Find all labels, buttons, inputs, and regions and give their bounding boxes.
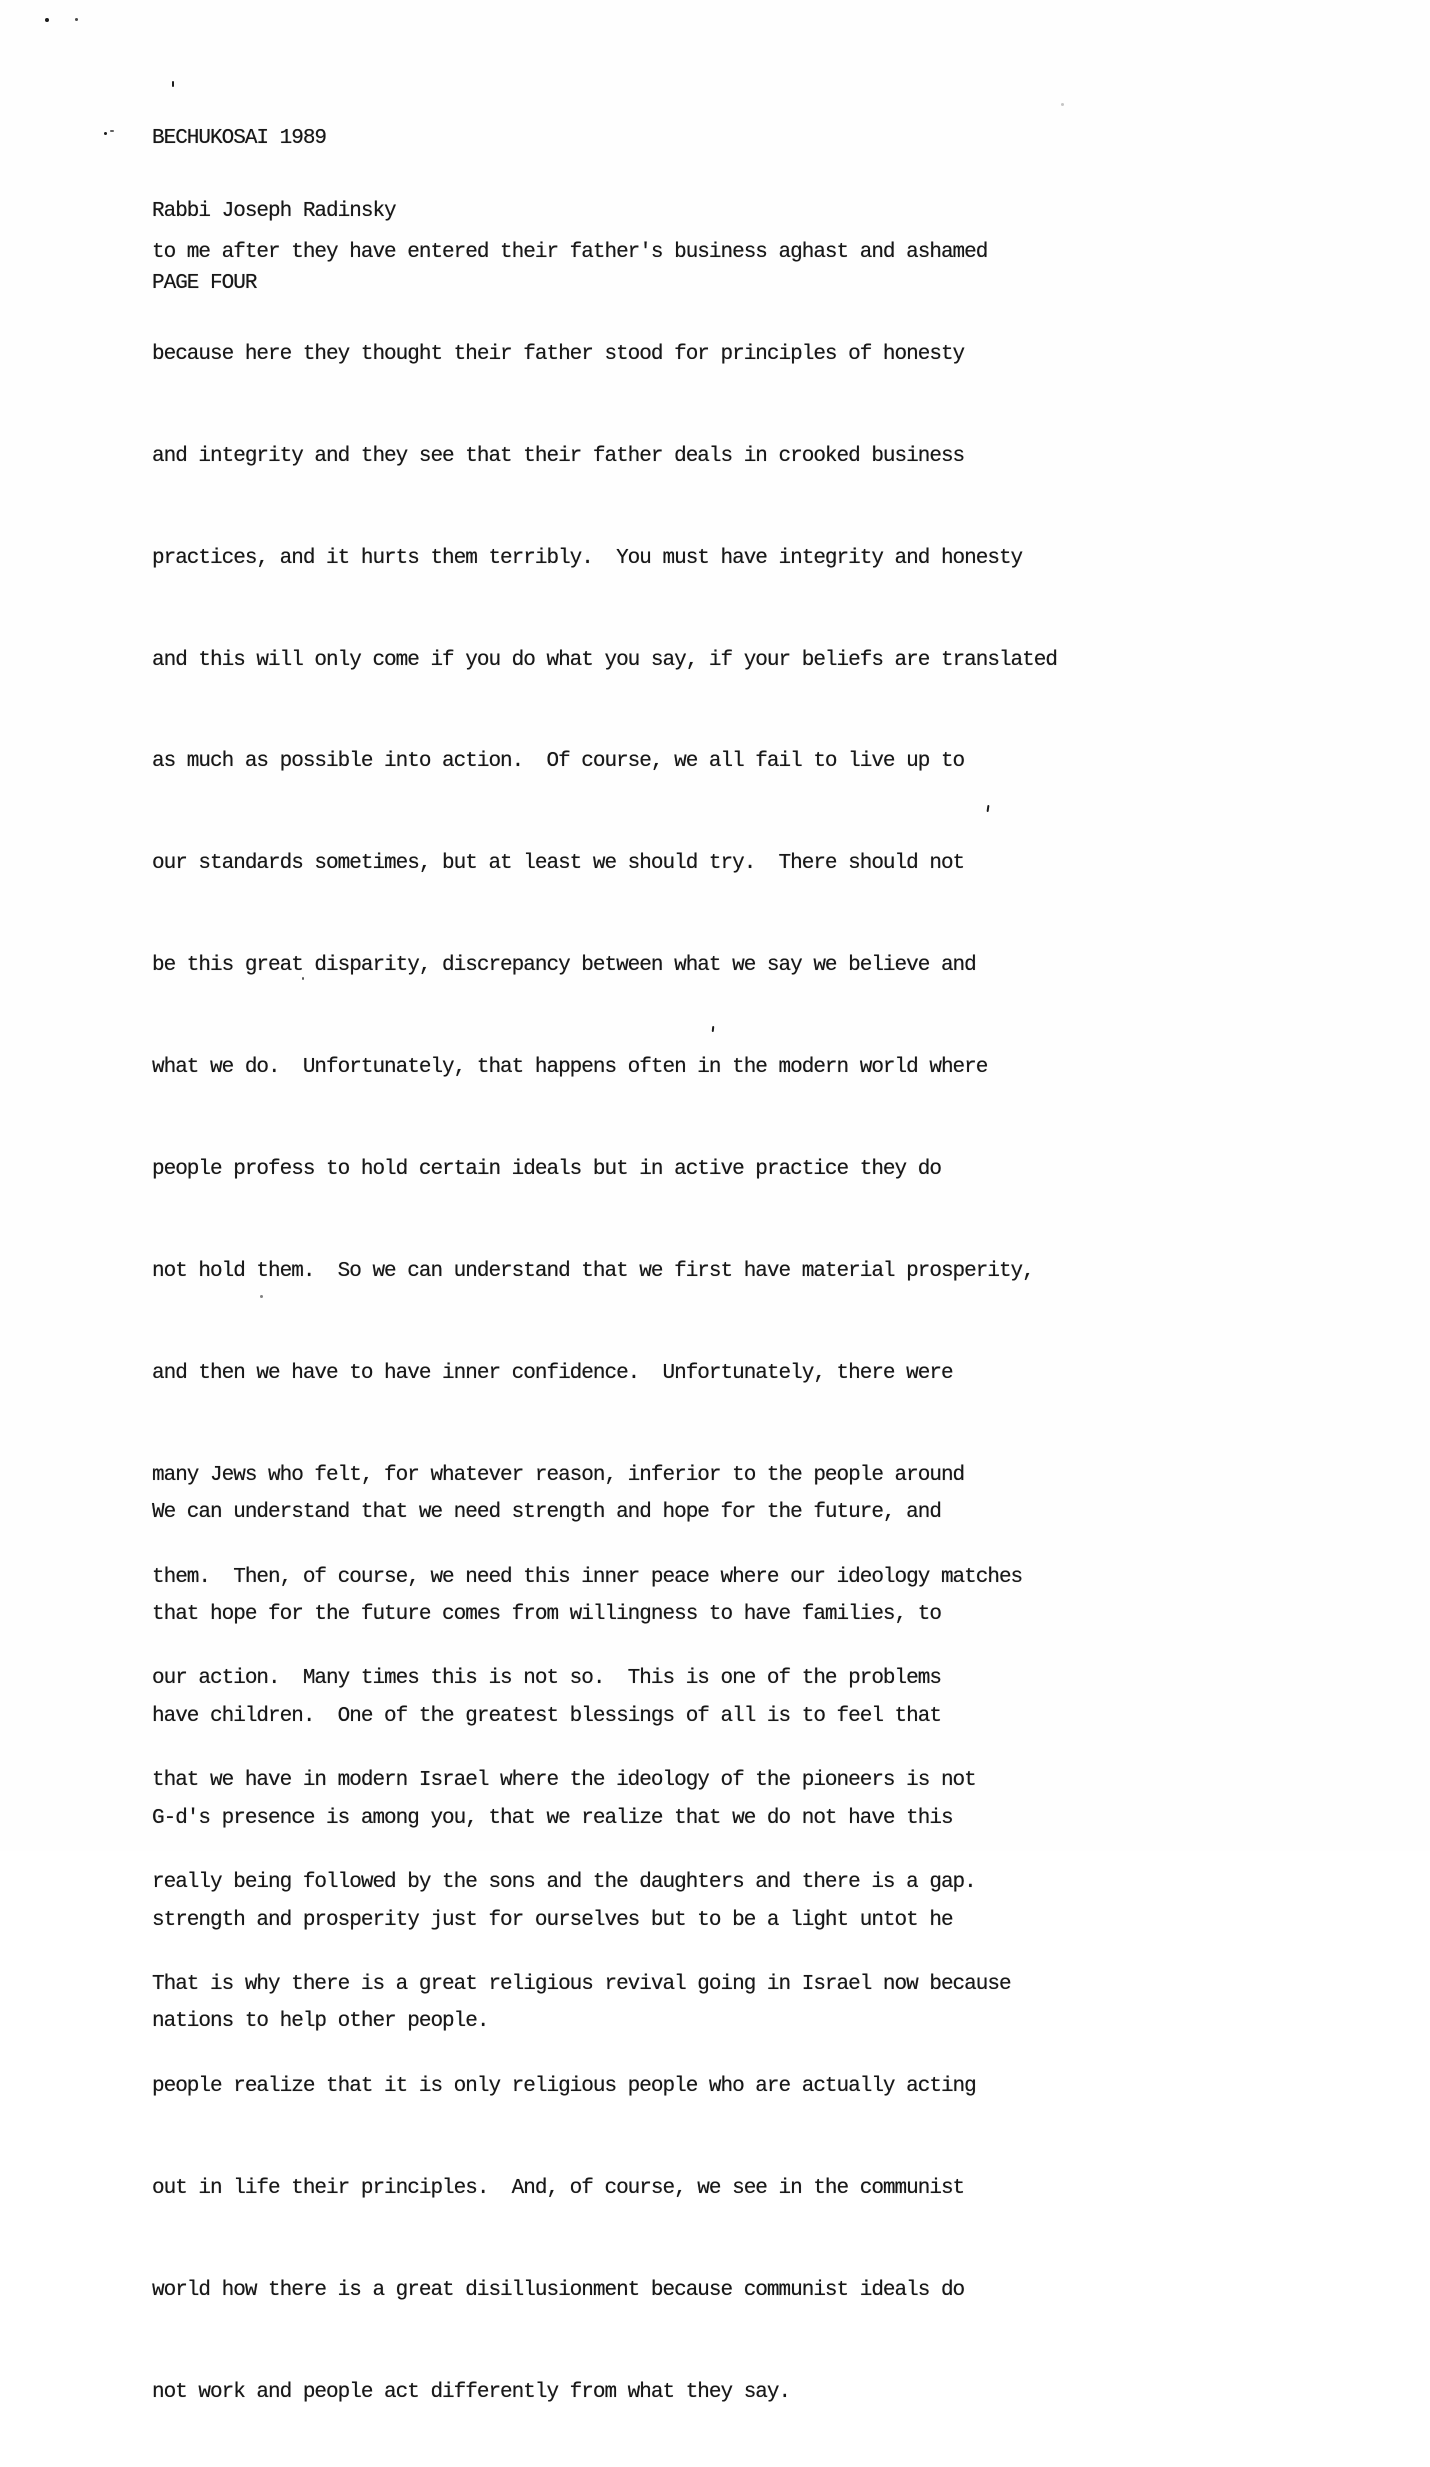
text-line: that we have in modern Israel where the ideology of the pioneers is not xyxy=(152,1769,976,1793)
scan-speck xyxy=(1061,103,1064,106)
text-line: that hope for the future comes from willingness to have families, to xyxy=(152,1602,941,1626)
doc-author: Rabbi Joseph Radinsky xyxy=(152,199,396,223)
scan-speck xyxy=(104,132,107,135)
text-line: because here they thought their father stood for principles of honesty xyxy=(152,342,965,366)
text-line: out in life their principles. And, of course, we see in the communist xyxy=(152,2176,965,2200)
paragraph-2 xyxy=(152,1439,953,2096)
text-line: and this will only come if you do what you say, if your beliefs are translated xyxy=(152,648,1057,672)
text-line: as much as possible into action. Of course, we all fail to live up to xyxy=(152,750,965,774)
text-line: practices, and it hurts them terribly. You must have integrity and honesty xyxy=(152,546,1023,570)
text-line: and then we have to have inner confidence. Unfortunately, there were xyxy=(152,1361,953,1385)
text-line: them. Then, of course, we need this inner peace where our ideology matches xyxy=(152,1565,1023,1589)
text-line: not hold them. So we can understand that we first have material prosperity, xyxy=(152,1259,1034,1283)
text-line: strength and prosperity just for ourselves but to be a light untot he xyxy=(152,1908,953,1932)
text-line: not work and people act differently from what they say. xyxy=(152,2380,791,2404)
text-line: many Jews who felt, for whatever reason, inferior to the people around xyxy=(152,1463,965,1487)
scan-speck xyxy=(110,130,114,132)
text-line: nations to help other people. xyxy=(152,2010,489,2034)
text-line: really being followed by the sons and the daughters and there is a gap. xyxy=(152,1871,976,1895)
paragraph-1 xyxy=(152,179,1057,2467)
text-line: and integrity and they see that their father deals in crooked business xyxy=(152,444,965,468)
text-line: world how there is a great disillusionment because communist ideals do xyxy=(152,2278,965,2302)
text-line: G-d's presence is among you, that we realize that we do not have this xyxy=(152,1806,953,1830)
text-line: our standards sometimes, but at least we should try. There should not xyxy=(152,852,965,876)
text-line: We can understand that we need strength and hope for the future, and xyxy=(152,1501,941,1524)
text-line: people realize that it is only religious people who are actually acting xyxy=(152,2075,976,2099)
text-line: to me after they have entered their father's business aghast and ashamed xyxy=(152,241,988,264)
text-line: be this great disparity, discrepancy between what we say we believe and xyxy=(152,954,976,978)
doc-page-label: PAGE FOUR xyxy=(152,272,257,295)
text-line: That is why there is a great religious revival going in Israel now because xyxy=(152,1973,1011,1997)
scan-speck xyxy=(75,18,78,21)
text-line: what we do. Unfortunately, that happens often in the modern world where xyxy=(152,1056,988,1080)
text-line: have children. One of the greatest blessings of all is to feel that xyxy=(152,1704,941,1728)
text-line: people profess to hold certain ideals but in active practice they do xyxy=(152,1158,941,1182)
scan-speck xyxy=(45,18,49,22)
doc-title: BECHUKOSAI 1989 xyxy=(152,127,327,150)
text-line: our action. Many times this is not so. This is one of the problems xyxy=(152,1667,941,1691)
